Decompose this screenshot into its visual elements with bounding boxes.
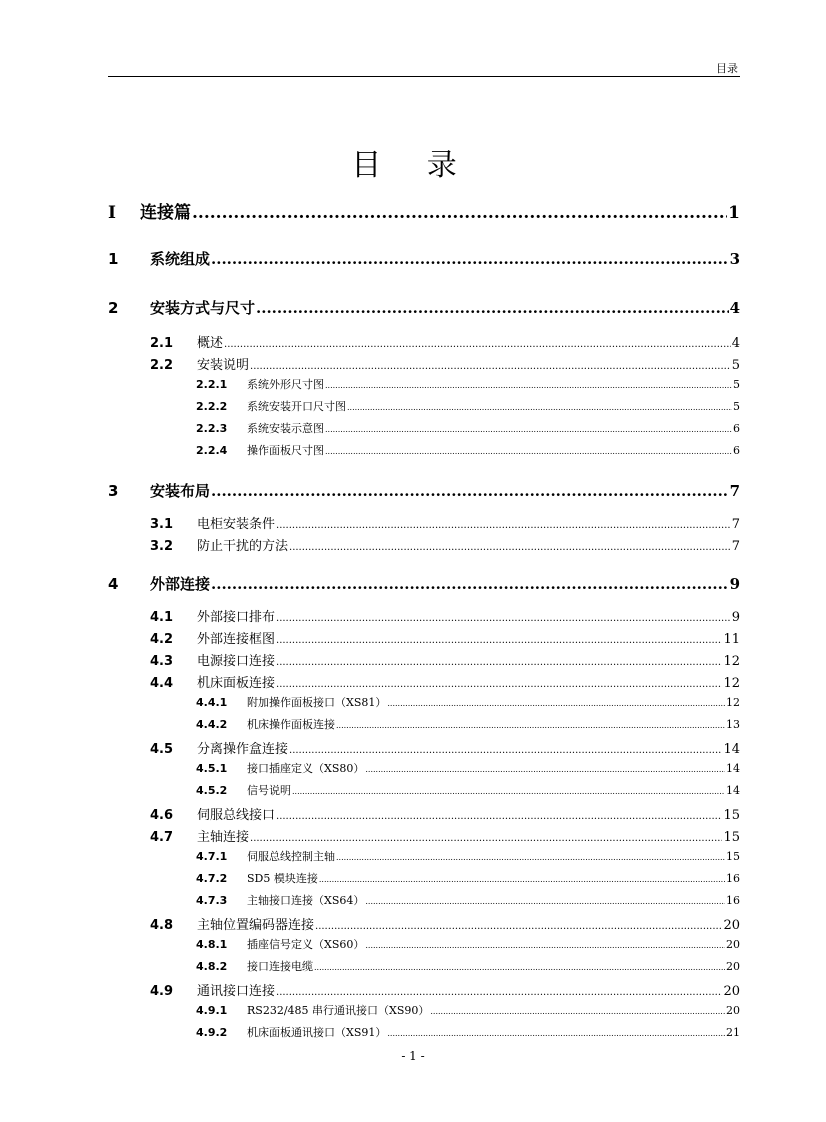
toc-dot-leader (325, 447, 732, 456)
toc-dot-leader (430, 1007, 725, 1016)
toc-entry[interactable] (150, 826, 740, 845)
toc-entry-page: 15 (723, 830, 740, 845)
toc-entry-title: 系统外形尺寸图 (247, 378, 324, 391)
toc-entry-number: 4.9.2 (196, 1026, 228, 1039)
toc-entry-page: 14 (723, 742, 740, 757)
toc-entry[interactable] (150, 650, 740, 669)
toc-entry-page: 9 (731, 610, 740, 625)
toc-entry-number: 2.2 (150, 358, 174, 373)
toc-entry-number: 4.4.1 (196, 696, 228, 709)
toc-entry-number: I (108, 203, 116, 223)
toc-entry-title: 伺服总线接口 (197, 808, 276, 823)
toc-entry-title: 系统安装开口尺寸图 (247, 400, 346, 413)
toc-entry[interactable] (150, 513, 740, 532)
toc-entry-page: 6 (733, 422, 740, 435)
toc-entry-page: 7 (731, 517, 740, 532)
toc-entry-number: 4.6 (150, 808, 174, 823)
toc-entry[interactable] (196, 870, 740, 886)
toc-dot-leader (365, 897, 725, 906)
toc-entry-page: 11 (723, 632, 740, 647)
toc-entry[interactable] (108, 573, 740, 594)
toc-entry-number: 2.2.1 (196, 378, 228, 391)
toc-entry-title: 机床面板通讯接口（XS91） (247, 1026, 387, 1039)
toc-entry-page: 16 (726, 894, 740, 907)
toc-entry[interactable] (108, 198, 740, 223)
toc-dot-leader (325, 381, 732, 390)
toc-entry[interactable] (150, 535, 740, 554)
page-title: 目 录 (351, 148, 475, 184)
toc-entry-number: 4.5.2 (196, 784, 228, 797)
toc-entry-title: 机床面板连接 (197, 676, 276, 691)
toc-entry-page: 16 (726, 872, 740, 885)
toc-entry-page: 5 (733, 400, 740, 413)
toc-dot-leader (276, 657, 722, 668)
toc-dot-leader (211, 482, 729, 500)
toc-entry[interactable] (108, 297, 740, 318)
toc-entry-page: 1 (728, 203, 740, 223)
toc-entry[interactable] (150, 914, 740, 933)
toc-entry-number: 4.8.2 (196, 960, 228, 973)
toc-entry-title: 插座信号定义（XS60） (247, 938, 365, 951)
toc-dot-leader (292, 787, 725, 796)
toc-entry-page: 21 (726, 1026, 740, 1039)
toc-dot-leader (325, 425, 732, 434)
toc-entry-number: 4.8.1 (196, 938, 228, 951)
toc-entry-number: 2.1 (150, 336, 174, 351)
toc-entry-page: 20 (726, 1004, 740, 1017)
toc-entry[interactable] (196, 716, 740, 732)
toc-entry-page: 5 (731, 358, 740, 373)
toc-dot-leader (347, 403, 732, 412)
toc-entry-page: 13 (726, 718, 740, 731)
toc-entry-title: 电柜安装条件 (197, 517, 276, 532)
toc-dot-leader (276, 987, 722, 998)
toc-dot-leader (289, 745, 722, 756)
toc-entry-page: 14 (726, 784, 740, 797)
toc-entry-page: 6 (733, 444, 740, 457)
toc-entry[interactable] (108, 248, 740, 269)
toc-entry-page: 15 (723, 808, 740, 823)
toc-entry-title: 伺服总线控制主轴 (247, 850, 335, 863)
toc-entry-number: 4.7.1 (196, 850, 228, 863)
toc-entry-number: 4.5.1 (196, 762, 228, 775)
toc-entry-title: 附加操作面板接口（XS81） (247, 696, 387, 709)
toc-entry[interactable] (196, 420, 740, 436)
toc-entry-title: 防止干扰的方法 (197, 539, 289, 554)
toc-entry[interactable] (150, 332, 740, 351)
toc-entry-title: 安装方式与尺寸 (150, 299, 256, 317)
toc-entry[interactable] (196, 442, 740, 458)
toc-dot-leader (365, 941, 725, 950)
toc-entry-page: 4 (729, 299, 740, 317)
toc-entry-page: 12 (723, 676, 740, 691)
page-number: - 1 - (401, 1049, 425, 1063)
toc-entry[interactable] (196, 782, 740, 798)
toc-entry[interactable] (196, 848, 740, 864)
toc-entry-number: 4.3 (150, 654, 174, 669)
toc-entry-number: 4.9.1 (196, 1004, 228, 1017)
toc-entry-page: 15 (726, 850, 740, 863)
running-header: 目录 (716, 62, 738, 75)
toc-entry-page: 9 (729, 575, 740, 593)
toc-entry-number: 2.2.4 (196, 444, 228, 457)
toc-entry-title: 系统安装示意图 (247, 422, 324, 435)
toc-dot-leader (387, 699, 725, 708)
toc-entry[interactable] (196, 760, 740, 776)
toc-dot-leader (315, 921, 722, 932)
header-rule (108, 76, 740, 77)
toc-entry-title: 安装布局 (150, 482, 211, 500)
toc-entry-page: 20 (723, 984, 740, 999)
toc-entry-number: 4.9 (150, 984, 174, 999)
toc-entry-title: RS232/485 串行通讯接口（XS90） (247, 1004, 430, 1017)
toc-entry-title: 操作面板尺寸图 (247, 444, 324, 457)
toc-entry-title: 连接篇 (140, 203, 191, 223)
toc-entry-page: 12 (726, 696, 740, 709)
toc-dot-leader (250, 833, 722, 844)
toc-entry-title: 外部连接 (150, 575, 211, 593)
toc-entry[interactable] (196, 694, 740, 710)
toc-dot-leader (387, 1029, 725, 1038)
toc-entry-number: 3.2 (150, 539, 174, 554)
toc-entry-title: SD5 模块连接 (247, 872, 318, 885)
toc-entry-title: 信号说明 (247, 784, 291, 797)
toc-entry-title: 电源接口连接 (197, 654, 276, 669)
toc-entry-title: 机床操作面板连接 (247, 718, 335, 731)
toc-entry-number: 4.4 (150, 676, 174, 691)
toc-entry-title: 接口连接电缆 (247, 960, 313, 973)
toc-entry-number: 1 (108, 250, 119, 268)
toc-dot-leader (211, 575, 729, 593)
toc-entry-number: 4.8 (150, 918, 174, 933)
toc-entry-number: 4 (108, 575, 119, 593)
toc-entry-title: 接口插座定义（XS80） (247, 762, 365, 775)
toc-entry-page: 7 (729, 482, 740, 500)
toc-dot-leader (276, 635, 722, 646)
toc-entry-number: 4.4.2 (196, 718, 228, 731)
toc-entry[interactable] (150, 804, 740, 823)
toc-entry-title: 概述 (197, 336, 224, 351)
toc-dot-leader (276, 679, 722, 690)
toc-entry-page: 20 (723, 918, 740, 933)
toc-entry-number: 2.2.3 (196, 422, 228, 435)
toc-entry-title: 系统组成 (150, 250, 211, 268)
toc-entry-page: 3 (729, 250, 740, 268)
toc-entry-number: 2.2.2 (196, 400, 228, 413)
toc-entry-number: 4.7 (150, 830, 174, 845)
toc-entry-title: 主轴连接 (197, 830, 250, 845)
toc-entry-number: 2 (108, 299, 119, 317)
toc-entry-page: 20 (726, 960, 740, 973)
toc-entry-page: 12 (723, 654, 740, 669)
toc-entry-page: 7 (731, 539, 740, 554)
toc-entry[interactable] (196, 1024, 740, 1040)
toc-entry-title: 主轴位置编码器连接 (197, 918, 315, 933)
toc-dot-leader (336, 853, 725, 862)
toc-entry[interactable] (150, 672, 740, 691)
toc-entry-page: 5 (733, 378, 740, 391)
toc-entry[interactable] (196, 376, 740, 392)
toc-dot-leader (276, 811, 722, 822)
toc-entry[interactable] (196, 892, 740, 908)
toc-dot-leader (365, 765, 725, 774)
toc-entry[interactable] (196, 936, 740, 952)
toc-entry[interactable] (150, 354, 740, 373)
toc-entry[interactable] (150, 628, 740, 647)
toc-dot-leader (289, 542, 731, 553)
toc-dot-leader (276, 613, 731, 624)
toc-entry[interactable] (150, 606, 740, 625)
toc-entry-page: 20 (726, 938, 740, 951)
toc-dot-leader (250, 361, 731, 372)
toc-entry-title: 外部接口排布 (197, 610, 276, 625)
toc-entry-number: 3.1 (150, 517, 174, 532)
toc-entry-title: 主轴接口连接（XS64） (247, 894, 365, 907)
toc-entry[interactable] (108, 480, 740, 501)
toc-entry[interactable] (150, 738, 740, 757)
toc-entry-number: 4.1 (150, 610, 174, 625)
toc-entry-page: 14 (726, 762, 740, 775)
toc-entry-title: 安装说明 (197, 358, 250, 373)
toc-entry[interactable] (196, 398, 740, 414)
toc-dot-leader (192, 203, 727, 223)
toc-entry[interactable] (196, 1002, 740, 1018)
toc-entry-number: 3 (108, 482, 119, 500)
toc-dot-leader (224, 339, 731, 350)
toc-dot-leader (276, 520, 731, 531)
toc-entry[interactable] (196, 958, 740, 974)
toc-entry-title: 通讯接口连接 (197, 984, 276, 999)
toc-dot-leader (256, 299, 729, 317)
toc-entry-page: 4 (731, 336, 740, 351)
toc-entry-number: 4.7.3 (196, 894, 228, 907)
toc-dot-leader (314, 963, 725, 972)
toc-dot-leader (319, 875, 725, 884)
toc-entry-number: 4.5 (150, 742, 174, 757)
toc-entry-title: 分离操作盒连接 (197, 742, 289, 757)
toc-entry-number: 4.2 (150, 632, 174, 647)
toc-dot-leader (211, 250, 729, 268)
toc-entry-number: 4.7.2 (196, 872, 228, 885)
toc-entry[interactable] (150, 980, 740, 999)
toc-entry-title: 外部连接框图 (197, 632, 276, 647)
toc-dot-leader (336, 721, 725, 730)
